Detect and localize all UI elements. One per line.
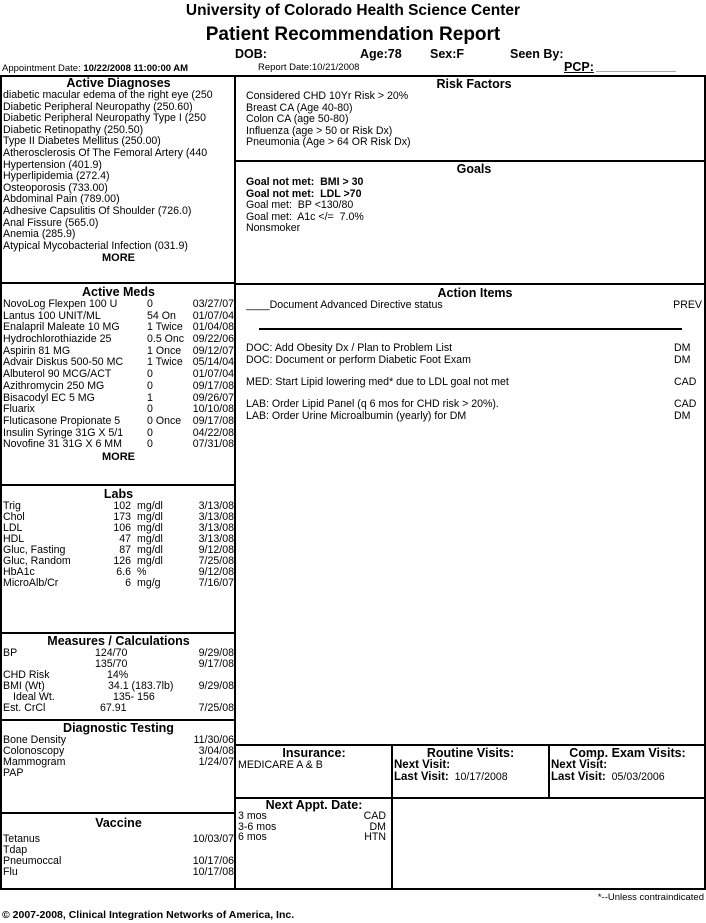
- directive-tag: PREV: [673, 299, 702, 311]
- next-appt-list: [238, 811, 390, 843]
- med-date: 01/07/04: [192, 368, 234, 381]
- med-dose: 0: [147, 368, 153, 381]
- report-date: [258, 62, 359, 73]
- med-dose: 1: [147, 391, 153, 404]
- pcp-blank-line: [596, 71, 676, 72]
- action-item-text: DOC: Add Obesity Dx / Plan to Problem List: [246, 341, 453, 354]
- diagnosis-item: Osteoporosis (733.00): [3, 181, 108, 194]
- risk-factor-item: Considered CHD 10Yr Risk > 20%: [246, 90, 409, 102]
- med-name: Novofine 31 31G X 6 MM: [3, 438, 122, 451]
- diagnostic-row: [3, 757, 234, 768]
- action-item-row: [246, 377, 704, 389]
- lab-unit: mg/dl: [137, 544, 163, 556]
- appointment-date: [2, 63, 188, 74]
- appt-interval: 3 mos: [238, 810, 267, 822]
- vaccine-date: 10/17/08: [192, 866, 234, 878]
- lab-unit: mg/g: [137, 577, 161, 589]
- grid-left: [0, 75, 2, 890]
- active-meds-section: [3, 285, 234, 484]
- risk-factor-item: Breast CA (Age 40-80): [246, 101, 353, 114]
- diagnosis-item: Diabetic Peripheral Neuropathy Type I (250: [3, 112, 206, 125]
- med-name: Bisacodyl EC 5 MG: [3, 391, 95, 404]
- lab-unit: mg/dl: [137, 511, 163, 523]
- risk-factors-section: [246, 77, 702, 160]
- med-dose: 1 Twice: [147, 321, 183, 334]
- diagnosis-item: Anal Fissure (565.0): [3, 216, 99, 229]
- lab-value: 126: [113, 555, 131, 567]
- appt-tag: DM: [369, 820, 386, 833]
- lab-name: Gluc, Random: [3, 555, 71, 567]
- action-item-tag: DM: [674, 341, 691, 354]
- med-date: 01/07/04: [192, 309, 234, 322]
- med-name: Advair Diskus 500-50 MC: [3, 356, 124, 369]
- action-item-text: LAB: Order Lipid Panel (q 6 mos for CHD risk > 20%).: [246, 397, 499, 410]
- seen-by-label: Seen By:: [510, 47, 564, 61]
- section-title: Active Meds: [82, 285, 155, 299]
- goal-item: Goal met: BP <130/80: [246, 199, 354, 212]
- vaccine-row: [3, 867, 234, 878]
- section-title: Goals: [456, 162, 492, 176]
- med-date: 10/10/08: [192, 403, 234, 416]
- med-name: Enalapril Maleate 10 MG: [3, 321, 120, 334]
- next-visit-label: Next Visit:: [551, 759, 608, 771]
- routine-next-visit: [394, 760, 547, 771]
- grid-middle: [234, 75, 236, 890]
- institution-title: University of Colorado Health Science Center: [185, 2, 521, 19]
- pcp-label: PCP:: [564, 60, 594, 74]
- next-appt-row: [238, 811, 390, 822]
- measure-row: [3, 703, 234, 714]
- diagnostic-list: [3, 735, 234, 779]
- measure-value: 135/70: [95, 658, 128, 670]
- lab-unit: mg/dl: [137, 533, 163, 545]
- diagnostic-name: Mammogram: [3, 756, 66, 768]
- grid-bottom: [0, 888, 706, 890]
- lab-name: HbA1c: [3, 566, 35, 578]
- diagnosis-item: Atypical Mycobacterial Infection (031.9): [3, 239, 188, 252]
- action-item-text: MED: Start Lipid lowering med* due to LDL goal not met: [246, 375, 509, 388]
- lab-date: 7/25/08: [198, 555, 234, 567]
- measure-value: 67.91: [100, 702, 127, 714]
- diagnosis-item: Hypertension (401.9): [3, 158, 102, 171]
- insurance-value: MEDICARE A & B: [238, 759, 323, 771]
- med-row: [3, 299, 234, 311]
- lab-unit: mg/dl: [137, 555, 163, 567]
- action-item-row: [246, 343, 704, 355]
- section-title: Labs: [103, 487, 134, 501]
- vaccine-section: [3, 815, 234, 888]
- directive-row: [246, 300, 704, 312]
- med-dose: 1 Twice: [147, 356, 183, 369]
- comp-exam-visits-section: [551, 746, 704, 796]
- measures-list: [3, 648, 234, 714]
- action-item-text: LAB: Order Urine Microalbumin (yearly) for DM: [246, 409, 467, 422]
- appt-tag: CAD: [363, 810, 386, 822]
- signature-line: [259, 328, 682, 330]
- lab-value: 6: [125, 577, 131, 589]
- diagnosis-item: Anemia (285.9): [3, 228, 76, 241]
- action-item-tag: DM: [674, 409, 691, 422]
- action-item-tag: CAD: [674, 375, 697, 388]
- med-date: 04/22/08: [192, 426, 234, 439]
- last-visit-value: 05/03/2006: [611, 771, 665, 783]
- med-date: 09/17/08: [192, 414, 234, 427]
- action-item-tag: DM: [674, 353, 691, 366]
- next-appt-section: [238, 799, 390, 888]
- appt-tag: HTN: [364, 831, 386, 843]
- lab-name: MicroAlb/Cr: [3, 577, 59, 589]
- next-visit-label: Next Visit:: [394, 759, 451, 771]
- meds-more-link[interactable]: MORE: [102, 450, 135, 463]
- sex-value: F: [456, 47, 465, 61]
- goal-not-met-item: Goal not met: BMI > 30: [246, 176, 364, 188]
- lab-name: Trig: [3, 500, 21, 512]
- med-dose: 0: [147, 298, 153, 310]
- med-name: Hydrochlorothiazide 25: [3, 333, 112, 346]
- last-visit-label: Last Visit:: [394, 771, 449, 783]
- diagnosis-item: Abdominal Pain (789.00): [3, 193, 120, 206]
- action-item-row: [246, 355, 704, 367]
- med-dose: 0.5 Onc: [147, 333, 185, 346]
- vaccine-date: 10/17/06: [192, 855, 234, 867]
- measure-date: 9/29/08: [198, 647, 234, 659]
- lab-date: 3/13/08: [198, 511, 234, 523]
- divider: [0, 484, 236, 486]
- section-title: Vaccine: [95, 816, 142, 830]
- meds-list: [3, 299, 234, 451]
- risk-factor-item: Colon CA (age 50-80): [246, 113, 349, 126]
- routine-last-visit: [394, 771, 547, 783]
- diagnostic-testing-section: [3, 721, 234, 812]
- diagnosis-item: Hyperlipidemia (272.4): [3, 170, 110, 183]
- measure-name: Ideal Wt.: [13, 691, 55, 703]
- diagnosis-item: Type II Diabetes Mellitus (250.00): [3, 135, 161, 148]
- lab-date: 9/12/08: [198, 566, 234, 578]
- lab-unit: %: [137, 566, 147, 578]
- age-value: 78: [387, 47, 402, 61]
- divider: [234, 283, 706, 285]
- footnote: *--Unless contraindicated: [597, 892, 704, 903]
- diagnoses-list: [3, 90, 234, 252]
- diagnosis-item: diabetic macular edema of the right eye (250: [3, 89, 213, 101]
- med-date: 07/31/08: [192, 438, 234, 451]
- med-name: Azithromycin 250 MG: [3, 379, 105, 392]
- section-title: Active Diagnoses: [66, 76, 171, 90]
- med-date: 01/04/08: [192, 321, 234, 334]
- lab-value: 102: [113, 500, 131, 512]
- diagnosis-item: Atherosclerosis Of The Femoral Artery (440: [3, 146, 208, 159]
- diagnosis-item: Diabetic Peripheral Neuropathy (250.60): [3, 100, 193, 113]
- lab-name: Chol: [3, 511, 25, 523]
- lab-date: 3/13/08: [198, 533, 234, 545]
- med-name: Insulin Syringe 31G X 5/1: [3, 426, 124, 439]
- age-label: Age:: [360, 47, 388, 61]
- vaccine-name: Tetanus: [3, 833, 41, 845]
- med-date: 09/26/07: [192, 391, 234, 404]
- last-visit-label: Last Visit:: [551, 771, 606, 783]
- measure-name: BMI (Wt): [3, 680, 45, 692]
- measure-date: 7/25/08: [198, 702, 234, 714]
- active-diagnoses-section: [3, 76, 234, 282]
- measure-name: CHD Risk: [3, 669, 50, 681]
- med-dose: 0: [147, 438, 153, 451]
- appt-interval: 6 mos: [238, 831, 267, 843]
- dob-label: DOB:: [235, 47, 267, 61]
- lab-unit: mg/dl: [137, 522, 163, 534]
- med-dose: 0: [147, 379, 153, 392]
- routine-visits-section: [394, 746, 547, 796]
- comp-last-visit: [551, 771, 704, 783]
- diagnosis-item: Diabetic Retinopathy (250.50): [3, 123, 144, 136]
- labs-list: [3, 501, 234, 589]
- med-date: 09/22/06: [192, 333, 234, 346]
- diagnoses-more-link[interactable]: MORE: [102, 252, 135, 265]
- appointment-value: 10/22/2008 11:00:00 AM: [83, 63, 189, 74]
- diagnostic-date: 1/24/07: [198, 756, 234, 768]
- section-title: Action Items: [437, 286, 513, 300]
- report-title: Patient Recommendation Report: [205, 24, 501, 45]
- sex-field: [430, 47, 464, 61]
- vaccine-name: Flu: [3, 866, 18, 878]
- measures-section: [3, 634, 234, 719]
- insurance-title: Insurance:: [282, 746, 346, 760]
- med-dose: 54 On: [147, 309, 176, 322]
- med-dose: 1 Once: [147, 344, 182, 357]
- measure-date: 9/29/08: [198, 680, 234, 692]
- directive-text: ____Document Advanced Directive status: [246, 299, 443, 311]
- med-date: 05/14/04: [192, 356, 234, 369]
- next-appt-title: Next Appt. Date:: [265, 799, 363, 812]
- vaccine-name: Pneumoccal: [3, 855, 62, 867]
- goal-not-met-item: Goal not met: LDL >70: [246, 187, 362, 200]
- goals-list: [246, 177, 702, 235]
- lab-date: 9/12/08: [198, 544, 234, 556]
- lab-value: 6.6: [116, 566, 131, 578]
- lab-value: 106: [113, 522, 131, 534]
- next-appt-row: [238, 832, 390, 843]
- vaccine-date: 10/03/07: [192, 833, 234, 845]
- routine-visits-title: Routine Visits:: [426, 746, 515, 760]
- appt-interval: 3-6 mos: [238, 820, 277, 833]
- diagnosis-item: Adhesive Capsulitis Of Shoulder (726.0): [3, 204, 192, 217]
- measure-date: 9/17/08: [198, 658, 234, 670]
- divider: [391, 744, 393, 890]
- diagnostic-date: 11/30/06: [193, 734, 234, 746]
- med-row: [3, 439, 234, 451]
- labs-section: [3, 487, 234, 632]
- lab-date: 3/13/08: [198, 500, 234, 512]
- sex-label: Sex:: [430, 47, 457, 61]
- lab-value: 87: [119, 544, 131, 556]
- lab-date: 7/16/07: [198, 577, 234, 589]
- divider: [0, 812, 236, 814]
- lab-unit: mg/dl: [137, 500, 163, 512]
- goal-item: Goal met: A1c </= 7.0%: [246, 210, 364, 223]
- risk-factors-list: [246, 91, 702, 149]
- copyright: © 2007-2008, Clinical Integration Networks of America, Inc.: [2, 909, 295, 921]
- med-name: Lantus 100 UNIT/ML: [3, 309, 101, 322]
- action-item-row: [246, 411, 704, 423]
- med-row: [3, 334, 234, 346]
- lab-date: 3/13/08: [198, 522, 234, 534]
- section-title: Diagnostic Testing: [63, 721, 174, 735]
- last-visit-value: 10/17/2008: [454, 771, 508, 783]
- section-title: Risk Factors: [436, 77, 512, 91]
- measure-value: 34.1 (183.7lb): [108, 680, 174, 692]
- report-date-value: 10/21/2008: [311, 62, 360, 73]
- measure-value: 124/70: [95, 647, 128, 659]
- med-row: [3, 416, 234, 428]
- med-name: NovoLog Flexpen 100 U: [3, 298, 118, 310]
- measure-name: Est. CrCl: [3, 702, 46, 714]
- age-field: [360, 47, 402, 61]
- report-date-label: Report Date:: [258, 62, 312, 73]
- diagnostic-row: [3, 768, 234, 779]
- action-item-row: [246, 399, 704, 411]
- goals-section: [246, 162, 702, 283]
- action-items-section: [246, 286, 704, 744]
- section-title: Measures / Calculations: [47, 634, 190, 648]
- measure-value: 14%: [107, 669, 129, 681]
- lab-row: [3, 578, 234, 589]
- diagnostic-name: Bone Density: [3, 734, 67, 746]
- lab-value: 47: [119, 533, 131, 545]
- med-dose: 0 Once: [147, 414, 182, 427]
- action-items-list: [246, 343, 704, 423]
- med-date: 03/27/07: [192, 298, 234, 310]
- appointment-label: Appointment Date:: [2, 63, 81, 74]
- insurance-section: [238, 746, 390, 796]
- measure-value: 135- 156: [113, 691, 155, 703]
- diagnostic-date: 3/04/08: [198, 745, 234, 757]
- med-name: Aspirin 81 MG: [3, 344, 71, 357]
- action-item-tag: CAD: [674, 397, 697, 410]
- diagnostic-name: Colonoscopy: [3, 745, 65, 757]
- risk-factor-item: Influenza (age > 50 or Risk Dx): [246, 124, 393, 137]
- comp-exam-title: Comp. Exam Visits:: [569, 746, 686, 760]
- goal-item: Nonsmoker: [246, 222, 301, 235]
- lab-name: Gluc, Fasting: [3, 544, 66, 556]
- measure-name: BP: [3, 647, 18, 659]
- lab-name: HDL: [3, 533, 25, 545]
- divider: [548, 744, 550, 798]
- lab-value: 173: [113, 511, 131, 523]
- med-name: Albuterol 90 MCG/ACT: [3, 368, 112, 381]
- lab-name: LDL: [3, 522, 23, 534]
- diagnostic-name: PAP: [3, 767, 24, 779]
- action-item-text: DOC: Document or perform Diabetic Foot Exam: [246, 353, 471, 366]
- vaccine-row: [3, 834, 234, 845]
- risk-factor-item: Pneumonia (Age > 64 OR Risk Dx): [246, 136, 411, 149]
- med-date: 09/17/08: [192, 379, 234, 392]
- med-name: Fluarix: [3, 403, 35, 416]
- med-dose: 0: [147, 426, 153, 439]
- vaccine-name: Tdap: [3, 844, 28, 856]
- med-name: Fluticasone Propionate 5: [3, 414, 121, 427]
- med-row: [3, 381, 234, 393]
- med-date: 09/12/07: [192, 344, 234, 357]
- comp-next-visit: [551, 760, 704, 771]
- med-dose: 0: [147, 403, 153, 416]
- divider: [0, 282, 236, 284]
- vaccine-list: [3, 834, 234, 878]
